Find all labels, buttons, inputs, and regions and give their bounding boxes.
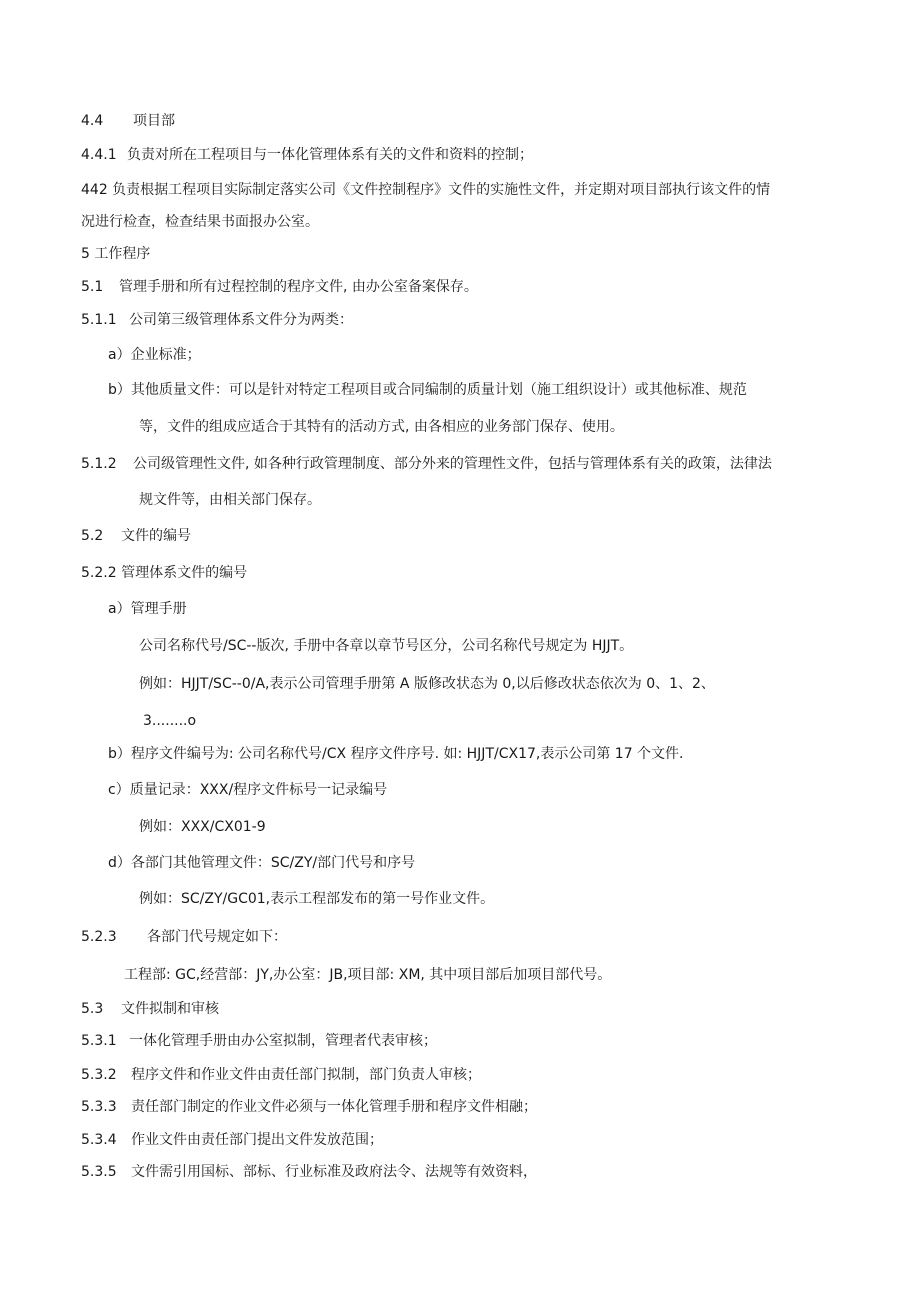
list-item-a-manual [108,600,187,618]
clause-4-4-2 [81,181,770,199]
clause-number: 5.3 [81,1001,104,1017]
heading-4-4 [81,112,175,130]
body-text: 例如：HJJT/SC--0/A,表示公司管理手册第 A 版修改状态为 0,以后修改状态依次为 0、1、2、 [139,676,715,692]
list-text: b）其他质量文件：可以是针对特定工程项目或合同编制的质量计划（施工组织设计）或其他标准、规范 [108,382,747,398]
clause-text: 况进行检查，检查结果书面报办公室。 [81,214,319,230]
clause-5-3-5 [81,1163,537,1181]
clause-number: 4.4.1 [81,147,117,163]
list-text: a）管理手册 [108,601,187,617]
clause-number: 5.1.2 [81,456,117,472]
clause-5-2 [81,527,191,545]
clause-text: 负责对所在工程项目与一体化管理体系有关的文件和资料的控制； [127,147,533,163]
list-text: d）各部门其他管理文件：SC/ZY/部门代号和序号 [108,855,416,871]
clause-text: 5.2.2 管理体系文件的编号 [81,565,248,581]
clause-number: 5.3.5 [81,1164,117,1180]
list-item-a [108,346,201,364]
list-text: b）程序文件编号为: 公司名称代号/CX 程序文件序号. 如: HJJT/CX17,表示公司第 17 个文件. [108,746,684,762]
clause-text: 各部门代号规定如下： [147,929,287,945]
clause-number: 5.3.2 [81,1067,117,1083]
clause-5-1-2-cont [139,491,321,509]
clause-5-1-2 [81,455,772,473]
list-item-c-records [108,781,387,799]
clause-number: 5.2.3 [81,929,117,945]
clause-5-1-1 [81,311,353,329]
clause-4-4-2-cont [81,213,319,231]
clause-text: 程序文件和作业文件由责任部门拟制，部门负责人审核； [131,1067,481,1083]
clause-5-3-1 [81,1032,437,1050]
dept-example [139,890,494,908]
clause-5-1 [81,278,478,296]
section-title: 5 工作程序 [81,246,151,262]
clause-4-4-1 [81,146,533,164]
manual-code-example [139,675,715,693]
clause-text: 公司第三级管理体系文件分为两类： [129,312,353,328]
clause-text: 项目部 [133,113,175,129]
clause-text: 文件的编号 [121,528,191,544]
manual-code-example-cont [143,712,196,730]
dept-codes [124,966,611,984]
clause-text: 一体化管理手册由办公室拟制，管理者代表审核； [129,1033,437,1049]
list-item-b-program [108,745,684,763]
list-text: c）质量记录：XXX/程序文件标号一记录编号 [108,782,388,798]
list-text: a）企业标准； [108,347,201,363]
section-5-title [81,245,150,263]
body-text: 工程部: GC,经营部：JY,办公室：JB,项目部: XM, 其中项目部后加项目部代号。 [124,967,612,983]
clause-5-2-2 [81,564,247,582]
clause-text: 规文件等，由相关部门保存。 [139,492,321,508]
records-example [139,818,266,836]
body-text: 公司名称代号/SC--版次, 手册中各章以章节号区分，公司名称代号规定为 HJJT。 [139,638,634,654]
clause-number: 5.1.1 [81,312,117,328]
clause-number: 5.1 [81,279,104,295]
clause-text: 文件需引用国标、部标、行业标准及政府法令、法规等有效资料， [131,1164,537,1180]
clause-5-3-2 [81,1066,481,1084]
body-text: 3........o [143,713,197,729]
body-text: 例如：XXX/CX01-9 [139,819,266,835]
clause-text: 文件拟制和审核 [121,1001,219,1017]
clause-5-3 [81,1000,219,1018]
clause-number: 5.3.3 [81,1099,117,1115]
clause-text: 责任部门制定的作业文件必须与一体化管理手册和程序文件相融； [131,1099,537,1115]
clause-5-3-4 [81,1131,383,1149]
manual-code-desc [139,637,633,655]
clause-text: 作业文件由责任部门提出文件发放范围； [131,1132,383,1148]
body-text: 例如：SC/ZY/GC01,表示工程部发布的第一号作业文件。 [139,891,495,907]
clause-number: 5.2 [81,528,104,544]
clause-number: 5.3.4 [81,1132,117,1148]
clause-number: 5.3.1 [81,1033,117,1049]
clause-5-2-3 [81,928,287,946]
clause-number: 4.4 [81,113,104,129]
list-item-b [108,381,747,399]
clause-text: 公司级管理性文件, 如各种行政管理制度、部分外来的管理性文件，包括与管理体系有关的政策，法律法 [133,456,772,472]
clause-5-3-3 [81,1098,537,1116]
clause-text: 442 负责根据工程项目实际制定落实公司《文件控制程序》文件的实施性文件，并定期对项目部执行该文件的情 [81,182,771,198]
clause-text: 管理手册和所有过程控制的程序文件, 由办公室备案保存。 [119,279,478,295]
list-item-b-cont [139,418,624,436]
list-item-d-dept [108,854,415,872]
list-text: 等，文件的组成应适合于其特有的活动方式, 由各相应的业务部门保存、使用。 [139,419,624,435]
